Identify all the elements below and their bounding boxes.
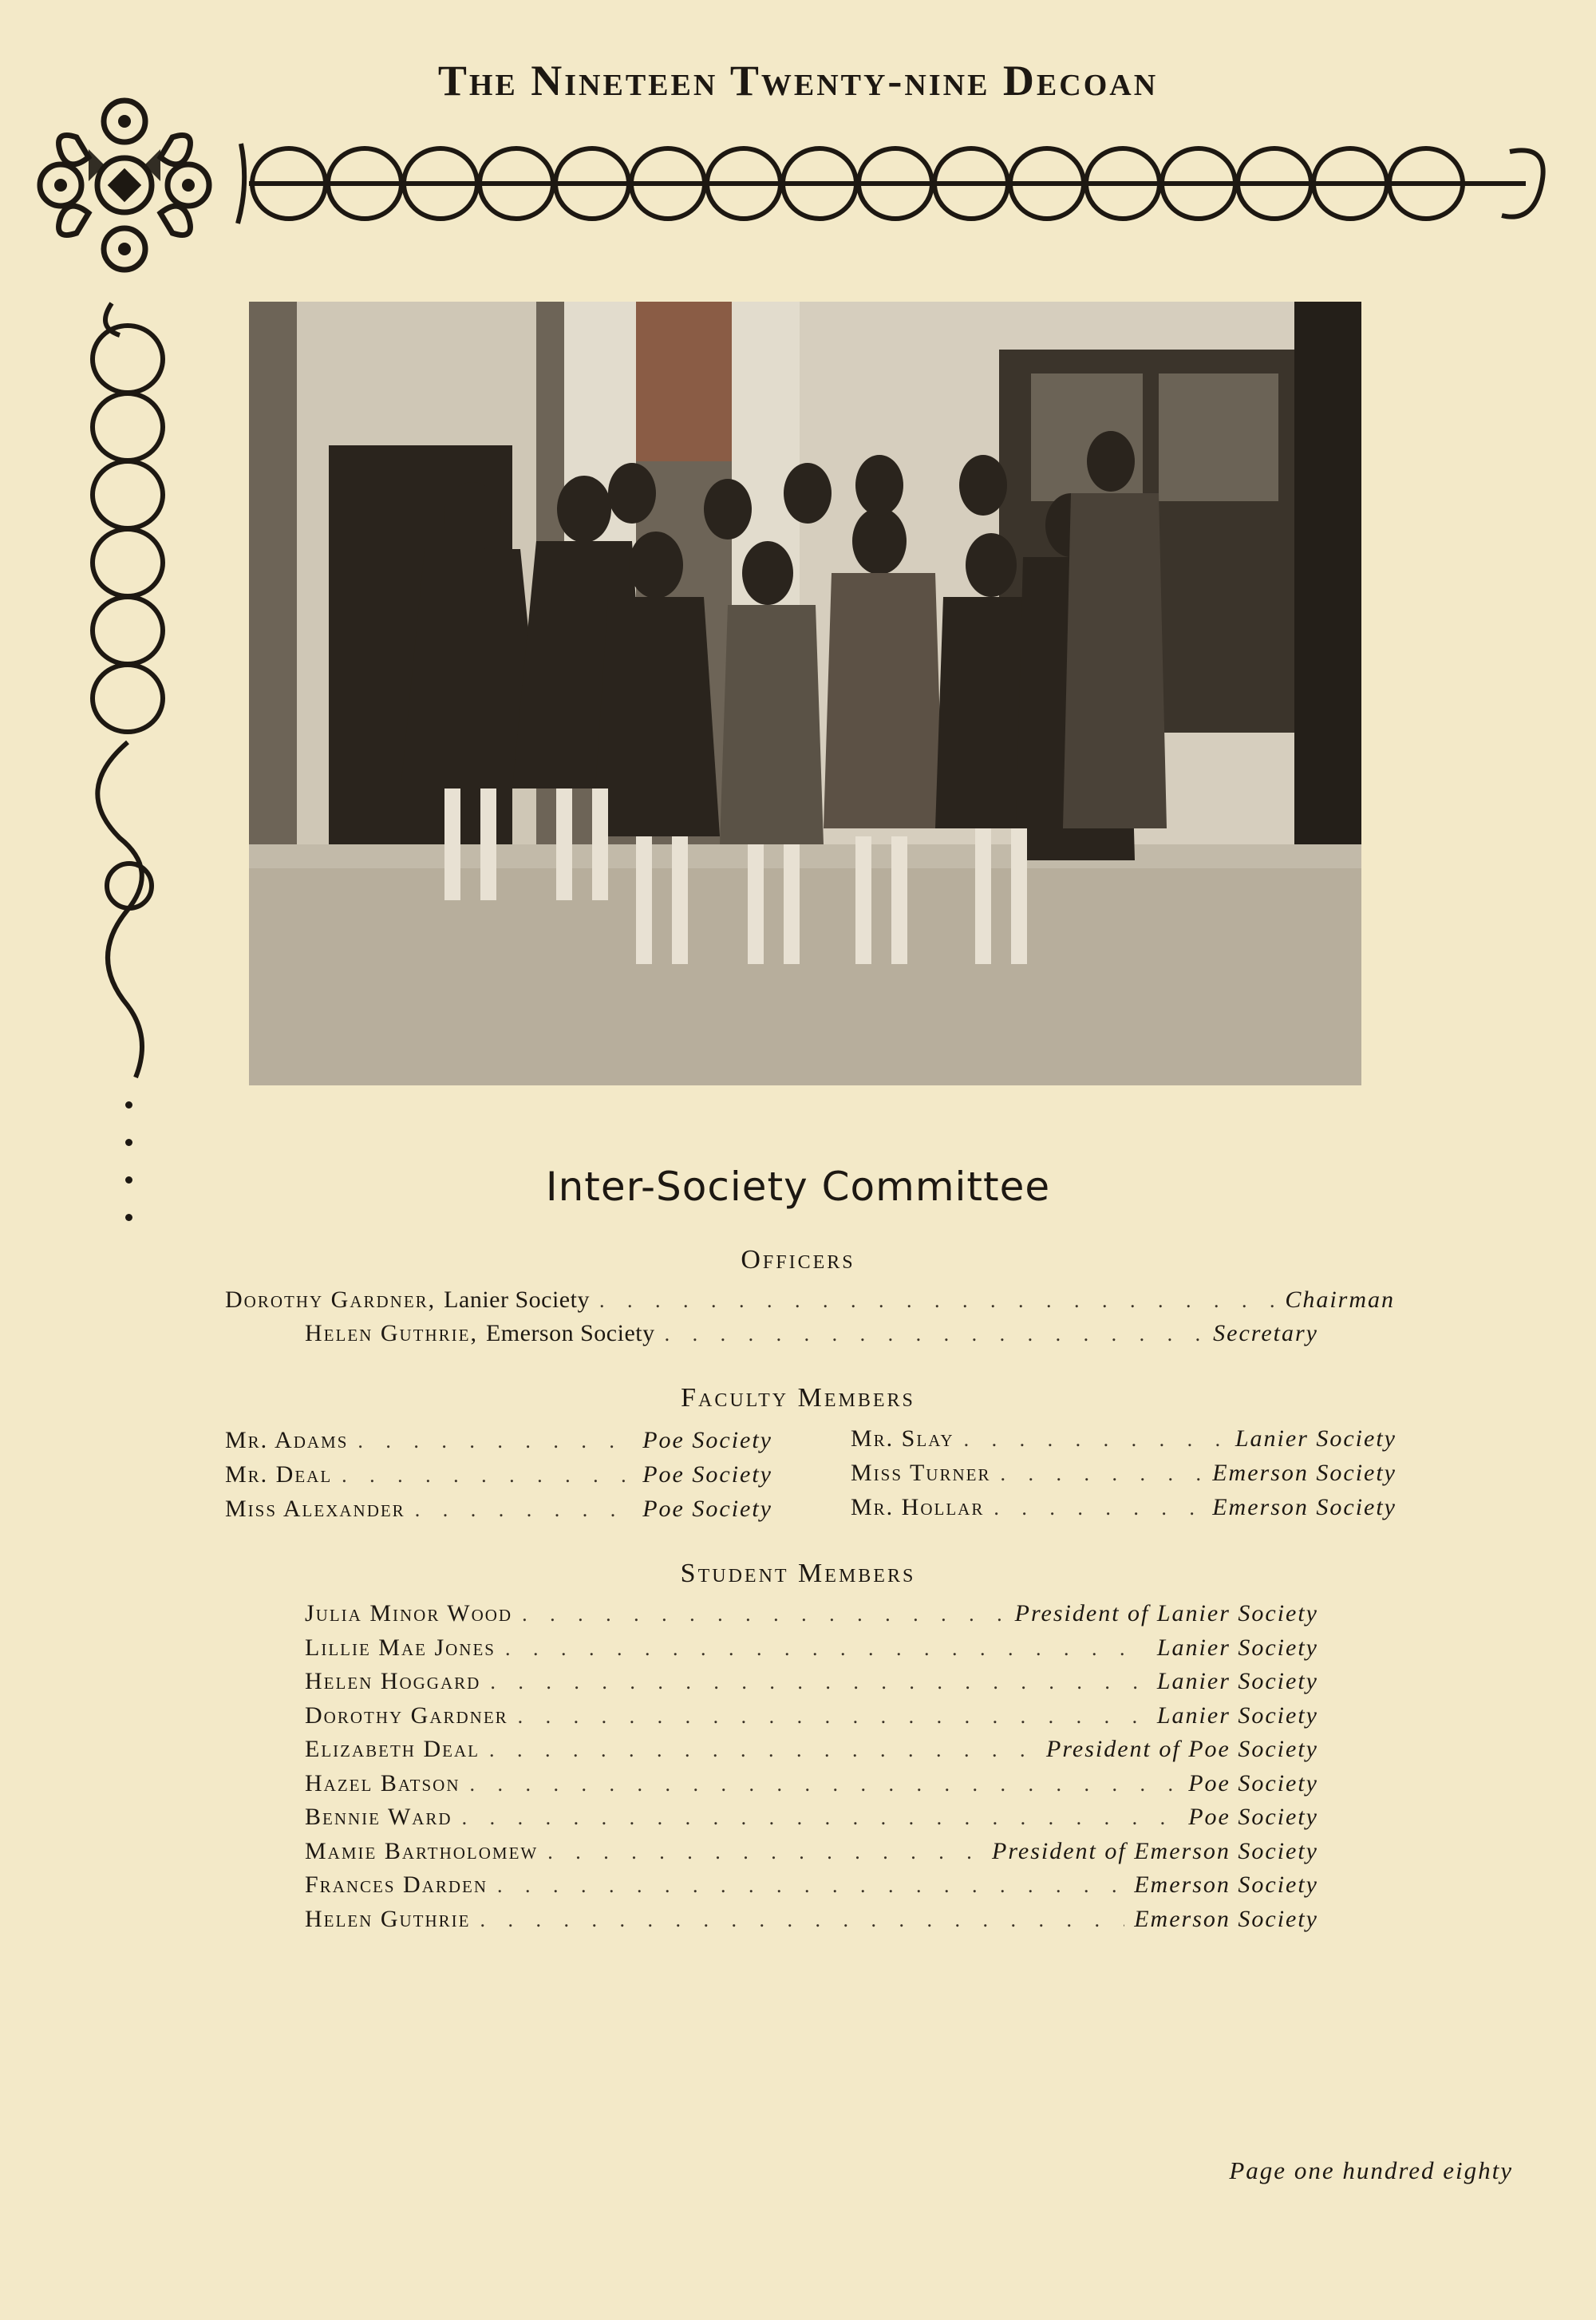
faculty-name: Miss Turner [851,1460,991,1486]
student-row [305,1871,1318,1899]
faculty-row [225,1461,772,1488]
dot-leader [665,1322,1204,1346]
dot-leader [470,1773,1179,1796]
officer-affiliation: Lanier Society [444,1286,590,1313]
faculty-society: Emerson Society [1212,1460,1396,1486]
students-heading: Student Members [680,1559,916,1588]
officer-row [305,1320,1318,1347]
student-society: Lanier Society [1156,1634,1318,1661]
student-name: Helen Hoggard [305,1668,481,1694]
student-row [305,1770,1318,1797]
officer-name: Helen Guthrie, [305,1320,478,1346]
dot-leader [497,1874,1124,1898]
faculty-society: Lanier Society [1235,1425,1396,1452]
student-row [305,1600,1318,1627]
scroll-band-ornament-icon [233,136,1558,231]
faculty-name: Mr. Hollar [851,1494,985,1520]
student-society: Emerson Society [1134,1871,1318,1898]
student-society: Lanier Society [1156,1668,1318,1694]
page-number: Page one hundred eighty [1229,2156,1513,2184]
faculty-row [851,1460,1396,1487]
officer-role: Chairman [1285,1286,1395,1313]
dot-leader [505,1637,1148,1661]
student-society: President of Lanier Society [1014,1600,1318,1626]
student-name: Julia Minor Wood [305,1600,513,1626]
dot [125,1214,132,1221]
student-name: Frances Darden [305,1871,488,1898]
faculty-society: Poe Society [642,1461,772,1488]
student-row [305,1736,1318,1763]
dot-leader [489,1738,1037,1762]
faculty-name: Mr. Deal [225,1461,333,1488]
student-society: Poe Society [1188,1770,1318,1796]
faculty-name: Miss Alexander [225,1496,405,1522]
dot-leader [342,1464,633,1488]
group-photograph [249,302,1361,1085]
faculty-row [225,1496,772,1523]
student-society: Poe Society [1188,1804,1318,1830]
faculty-name: Mr. Adams [225,1427,349,1453]
student-row [305,1804,1318,1831]
dot-leader [964,1428,1226,1452]
dot-leader [490,1670,1148,1694]
officer-name: Dorothy Gardner, [225,1286,437,1313]
faculty-row [225,1427,772,1454]
student-society: President of Emerson Society [992,1838,1318,1864]
dot-leader [462,1806,1179,1830]
student-row [305,1668,1318,1695]
officer-affiliation: Emerson Society [485,1320,655,1346]
student-name: Bennie Ward [305,1804,452,1830]
student-name: Lillie Mae Jones [305,1634,496,1661]
student-name: Elizabeth Deal [305,1736,480,1762]
officer-role: Secretary [1213,1320,1318,1346]
faculty-society: Poe Society [642,1496,772,1522]
dot-leader [599,1289,1275,1313]
student-name: Helen Guthrie [305,1906,471,1932]
faculty-heading: Faculty Members [681,1383,915,1413]
student-row [305,1702,1318,1729]
dot [125,1139,132,1146]
faculty-society: Poe Society [642,1427,772,1453]
faculty-row [851,1425,1396,1452]
dot-leader [522,1603,1005,1626]
dot-leader [415,1498,634,1522]
officer-row [225,1286,1395,1314]
dot-leader [1000,1462,1203,1486]
dot-leader [358,1429,633,1453]
faculty-society: Emerson Society [1212,1494,1396,1520]
dot [125,1101,132,1109]
student-society: Lanier Society [1156,1702,1318,1729]
student-society: President of Poe Society [1046,1736,1318,1762]
vertical-scroll-ornament-icon [80,295,176,1085]
dot-leader [518,1705,1148,1729]
student-row [305,1906,1318,1933]
dot-leader [547,1840,982,1864]
running-head: The Nineteen Twenty-nine Decoan [437,57,1159,105]
student-name: Hazel Batson [305,1770,460,1796]
dot-leader [480,1908,1124,1932]
student-row [305,1634,1318,1662]
student-name: Dorothy Gardner [305,1702,508,1729]
student-society: Emerson Society [1134,1906,1318,1932]
faculty-row [851,1494,1396,1521]
student-name: Mamie Bartholomew [305,1838,539,1864]
student-row [305,1838,1318,1865]
officers-heading: Officers [741,1245,855,1275]
corner-ornament-icon [29,89,220,281]
dot-leader [994,1496,1203,1520]
page-title: Inter-Society Committee [545,1164,1051,1210]
faculty-name: Mr. Slay [851,1425,954,1452]
